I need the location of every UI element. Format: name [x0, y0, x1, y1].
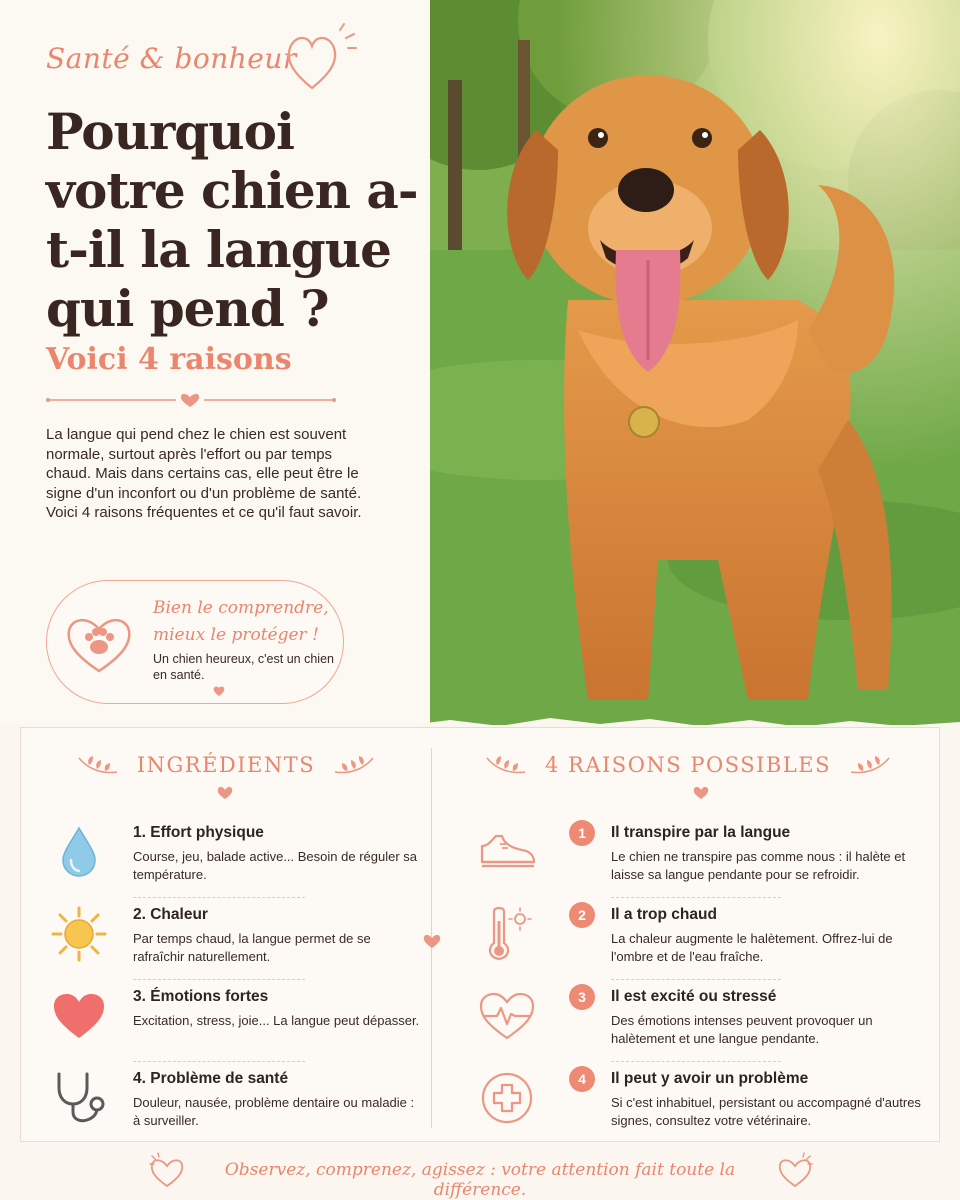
dog-photo: [418, 0, 960, 725]
reason-text: Si c'est inhabituel, persistant ou accompagné d'autres signes, consultez votre vétérinaire.: [611, 1095, 921, 1128]
reasons-heading: 4 RAISONS POSSIBLES: [545, 753, 831, 777]
stethoscope-icon: [49, 1068, 109, 1128]
ingredient-title: 4. Problème de santé: [133, 1070, 289, 1087]
paw-heart-icon: [65, 611, 133, 675]
thermometer-icon: [477, 904, 537, 964]
callout-body: Un chien heureux, c'est un chien en santé.: [153, 652, 334, 682]
reason-number-badge: 2: [569, 902, 595, 928]
laurel-left-icon: [483, 754, 527, 776]
intro-text: La langue qui pend chez le chien est souvent normale, surtout après l'effort ou par temps chaud. Mais dans certains cas, elle peut être le signe d'un inconfort ou d'un problème de santé. Voici 4 raisons fréquentes et ce qu'il faut savoir.: [46, 426, 362, 521]
callout-box: [46, 580, 344, 704]
ingredient-title: 1. Effort physique: [133, 824, 264, 841]
callout-title: Bien le comprendre, mieux le protéger !: [153, 598, 329, 645]
small-heart-icon: [213, 685, 225, 697]
reason-number-badge: 1: [569, 820, 595, 846]
reason-text: Des émotions intenses peuvent provoquer un halètement et une langue pendante.: [611, 1013, 873, 1046]
heart-doodle-icon: [282, 22, 362, 94]
water-drop-icon: [49, 822, 109, 882]
reason-item-2: [433, 898, 941, 980]
ingredients-header: [61, 750, 391, 780]
medical-cross-icon: [477, 1068, 537, 1128]
heartbeat-icon: [477, 986, 537, 1046]
reason-item-3: [433, 980, 941, 1062]
ingredient-item-emotions: [21, 980, 431, 1062]
footer: [0, 1148, 960, 1200]
reason-title: Il a trop chaud: [611, 906, 717, 923]
laurel-right-icon: [333, 754, 377, 776]
ingredient-item-effort: [21, 816, 431, 898]
reason-number-badge: 3: [569, 984, 595, 1010]
reason-item-4: [433, 1062, 941, 1144]
ingredient-item-chaleur: [21, 898, 431, 980]
ingredients-heading: INGRÉDIENTS: [136, 753, 316, 777]
page-subtitle: Voici 4 raisons: [46, 342, 292, 377]
ingredient-text: Excitation, stress, joie... La langue peut dépasser.: [133, 1013, 420, 1028]
info-card: [20, 727, 940, 1142]
script-tag: Santé & bonheur: [46, 42, 297, 75]
reasons-header: [483, 750, 893, 780]
laurel-left-icon: [75, 754, 119, 776]
ingredients-column: [21, 728, 431, 1143]
footer-heart-right-icon: [776, 1152, 814, 1190]
reason-text: Le chien ne transpire pas comme nous : il halète et laisse sa langue pendante pour se refroidir.: [611, 849, 906, 882]
section-heart-icon: [217, 786, 233, 800]
section-heart-icon: [693, 786, 709, 800]
reasons-column: [433, 728, 941, 1143]
reason-number-badge: 4: [569, 1066, 595, 1092]
laurel-right-icon: [849, 754, 893, 776]
ingredient-title: 2. Chaleur: [133, 906, 208, 923]
footer-heart-left-icon: [148, 1152, 186, 1190]
heart-divider: [46, 390, 336, 410]
reason-title: Il est excité ou stressé: [611, 988, 777, 1005]
golden-retriever-illustration: [418, 0, 960, 725]
reason-title: Il transpire par la langue: [611, 824, 791, 841]
reason-item-1: [433, 816, 941, 898]
ingredient-title: 3. Émotions fortes: [133, 988, 269, 1005]
reason-text: La chaleur augmente le halètement. Offrez-lui de l'ombre et de l'eau fraîche.: [611, 931, 893, 964]
ingredient-text: Course, jeu, balade active... Besoin de réguler sa température.: [133, 849, 418, 882]
intro-panel: [0, 0, 430, 725]
footer-quote: Observez, comprenez, agissez : votre attention fait toute la différence.: [224, 1160, 736, 1200]
sun-icon: [49, 904, 109, 964]
ingredient-item-sante: [21, 1062, 431, 1144]
page-title: Pourquoi votre chien a-t-il la langue qui pend ?: [46, 102, 418, 338]
ingredient-text: Par temps chaud, la langue permet de se rafraîchir naturellement.: [133, 931, 371, 964]
shoe-icon: [477, 822, 537, 882]
reason-title: Il peut y avoir un problème: [611, 1070, 809, 1087]
ingredient-text: Douleur, nausée, problème dentaire ou maladie : à surveiller.: [133, 1095, 415, 1128]
heart-icon: [49, 986, 109, 1046]
